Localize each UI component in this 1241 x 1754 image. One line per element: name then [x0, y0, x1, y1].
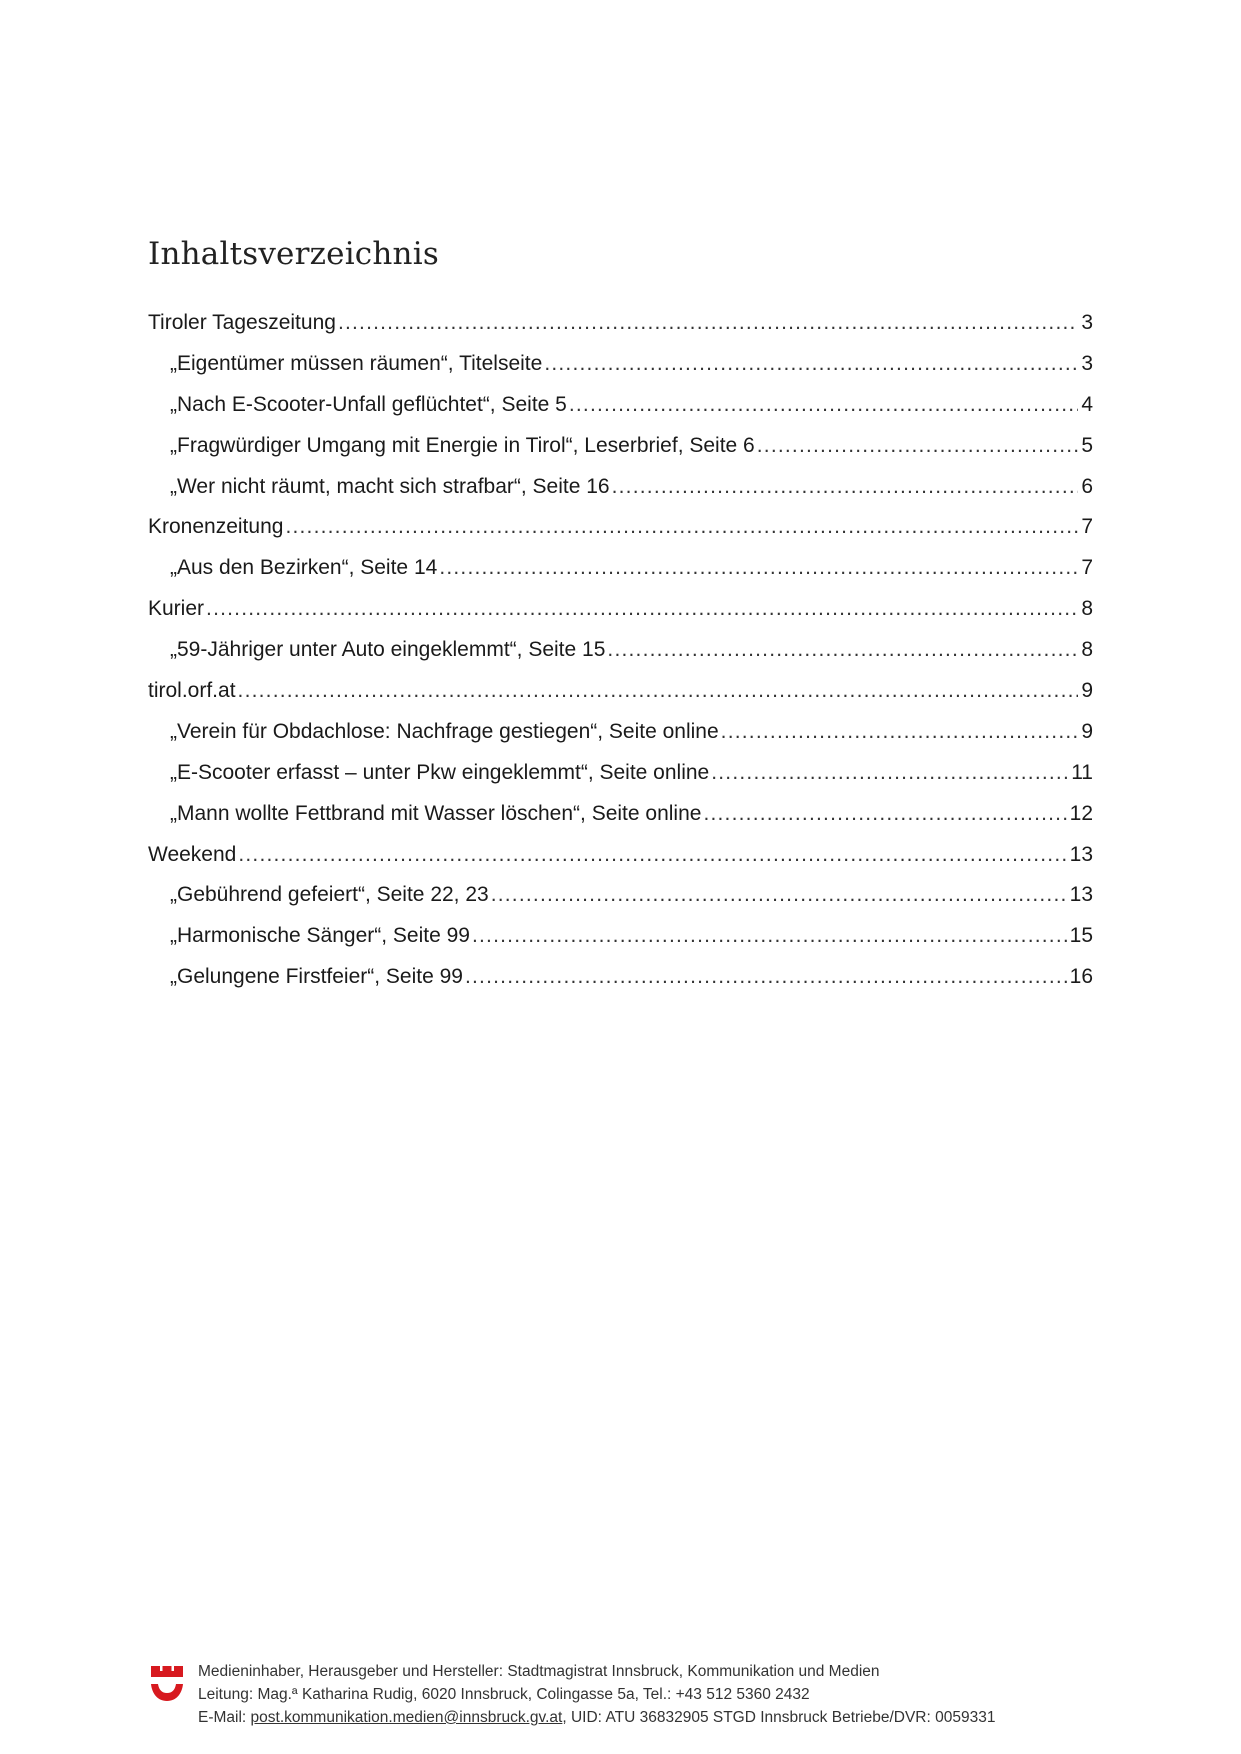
dot-leader: [465, 957, 1067, 998]
dot-leader: [607, 630, 1078, 671]
dot-leader: [612, 467, 1079, 508]
imprint-line-management: Leitung: Mag.ª Katharina Rudig, 6020 Innsbruck, Colingasse 5a, Tel.: +43 512 5360 2432: [198, 1686, 810, 1703]
toc-article[interactable]: [148, 385, 1093, 426]
toc-entry-title: „E-Scooter erfasst – unter Pkw eingeklemmt“, Seite online: [170, 760, 710, 784]
imprint-text: [198, 1660, 995, 1729]
toc-page-number: 16: [1069, 965, 1093, 989]
table-of-contents: [148, 303, 1093, 998]
page-title: Inhaltsverzeichnis: [148, 236, 439, 272]
uid-text: , UID: ATU 36832905 STGD Innsbruck Betriebe/DVR: 0059331: [562, 1709, 996, 1726]
toc-entry-title: „59-Jähriger unter Auto eingeklemmt“, Seite 15: [170, 638, 606, 662]
dot-leader: [721, 712, 1079, 753]
toc-page-number: 7: [1081, 556, 1093, 580]
toc-page-number: 4: [1081, 392, 1093, 416]
innsbruck-logo-icon: [150, 1664, 184, 1704]
toc-page-number: 9: [1081, 719, 1093, 743]
dot-leader: [206, 589, 1078, 630]
toc-entry-title: „Eigentümer müssen räumen“, Titelseite: [170, 351, 543, 375]
dot-leader: [285, 507, 1078, 548]
toc-article[interactable]: [148, 957, 1093, 998]
toc-entry-title: „Verein für Obdachlose: Nachfrage gestiegen“, Seite online: [170, 719, 719, 743]
toc-page-number: 5: [1081, 433, 1093, 457]
toc-entry-title: „Harmonische Sänger“, Seite 99: [170, 924, 470, 948]
toc-article[interactable]: [148, 630, 1093, 671]
toc-article[interactable]: [148, 712, 1093, 753]
dot-leader: [757, 426, 1079, 467]
toc-entry-title: „Gelungene Firstfeier“, Seite 99: [170, 965, 463, 989]
toc-article[interactable]: [148, 875, 1093, 916]
toc-section[interactable]: [148, 589, 1093, 630]
imprint-line-contact: [198, 1706, 995, 1729]
toc-article[interactable]: [148, 426, 1093, 467]
toc-page-number: 6: [1081, 474, 1093, 498]
toc-page-number: 8: [1081, 597, 1093, 621]
toc-entry-title: Tiroler Tageszeitung: [148, 311, 336, 334]
email-link[interactable]: post.kommunikation.medien@innsbruck.gv.at: [250, 1709, 563, 1726]
dot-leader: [338, 303, 1078, 344]
toc-entry-title: „Wer nicht räumt, macht sich strafbar“, Seite 16: [170, 474, 610, 498]
toc-entry-title: Weekend: [148, 842, 237, 866]
toc-section[interactable]: [148, 303, 1093, 344]
dot-leader: [544, 344, 1078, 385]
email-label: E-Mail:: [198, 1709, 251, 1726]
toc-page-number: 11: [1071, 760, 1093, 784]
toc-entry-title: tirol.orf.at: [148, 679, 236, 703]
toc-article[interactable]: [148, 344, 1093, 385]
dot-leader: [711, 753, 1068, 794]
dot-leader: [472, 916, 1067, 957]
toc-page-number: 7: [1081, 515, 1093, 539]
dot-leader: [439, 548, 1078, 589]
page-footer: [150, 1660, 1100, 1729]
toc-entry-title: „Gebührend gefeiert“, Seite 22, 23: [170, 883, 489, 907]
toc-article[interactable]: [148, 548, 1093, 589]
toc-page-number: 15: [1069, 924, 1093, 948]
toc-page-number: 12: [1069, 801, 1093, 825]
toc-entry-title: „Nach E-Scooter-Unfall geflüchtet“, Seite 5: [170, 392, 567, 416]
imprint-line-publisher: Medieninhaber, Herausgeber und Hersteller: Stadtmagistrat Innsbruck, Kommunikation und Medien: [198, 1663, 880, 1680]
toc-page-number: 3: [1081, 311, 1093, 334]
toc-entry-title: „Mann wollte Fettbrand mit Wasser löschen“, Seite online: [170, 801, 702, 825]
toc-page-number: 13: [1069, 842, 1093, 866]
toc-section[interactable]: [148, 671, 1093, 712]
dot-leader: [238, 835, 1066, 876]
toc-entry-title: „Fragwürdiger Umgang mit Energie in Tirol“, Leserbrief, Seite 6: [170, 433, 755, 457]
toc-page-number: 3: [1081, 351, 1093, 375]
toc-page-number: 9: [1081, 679, 1093, 703]
toc-section[interactable]: [148, 835, 1093, 876]
dot-leader: [703, 794, 1066, 835]
toc-article[interactable]: [148, 753, 1093, 794]
toc-entry-title: Kronenzeitung: [148, 515, 284, 539]
dot-leader: [491, 875, 1067, 916]
toc-article[interactable]: [148, 916, 1093, 957]
toc-page-number: 8: [1081, 638, 1093, 662]
toc-entry-title: „Aus den Bezirken“, Seite 14: [170, 556, 438, 580]
dot-leader: [569, 385, 1078, 426]
toc-section[interactable]: [148, 507, 1093, 548]
toc-article[interactable]: [148, 467, 1093, 508]
toc-page-number: 13: [1069, 883, 1093, 907]
toc-entry-title: Kurier: [148, 597, 205, 621]
toc-article[interactable]: [148, 794, 1093, 835]
dot-leader: [238, 671, 1079, 712]
